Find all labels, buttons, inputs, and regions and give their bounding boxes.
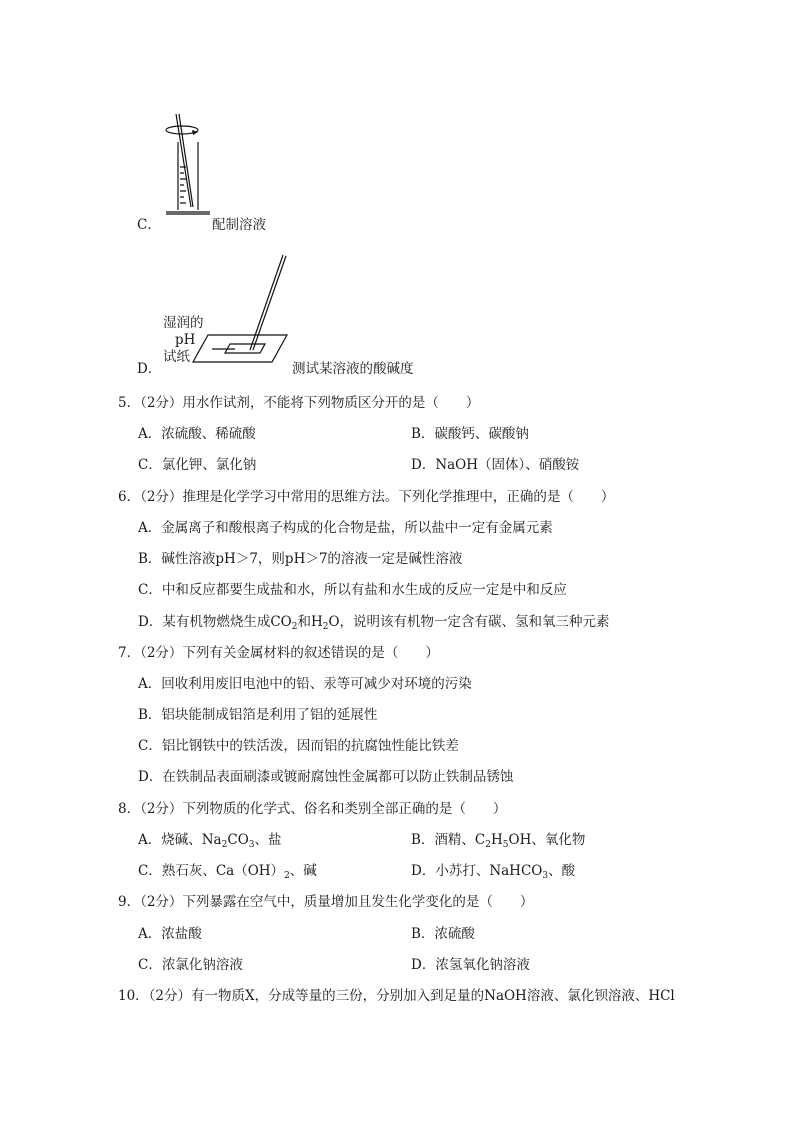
question-9-stem: 9．（2分）下列暴露在空气中，质量增加且发生化学变化的是（ ） xyxy=(118,894,534,910)
cylinder-stirring-figure xyxy=(160,112,220,217)
question-6-stem: 6．（2分）推理是化学学习中常用的思维方法。下列化学推理中，正确的是（ ） xyxy=(118,489,615,505)
figure-d-caption: 测试某溶液的酸碱度 xyxy=(292,361,414,377)
question-8-option-d: D．小苏打、NaHCO$_3$、酸 xyxy=(411,863,576,881)
question-9-option-a: A．浓盐酸 xyxy=(138,926,202,942)
question-6-option-b: B．碱性溶液pH＞7，则pH＞7的溶液一定是碱性溶液 xyxy=(138,551,463,567)
figure-c-letter: C． xyxy=(137,217,161,233)
question-8-option-c: C．熟石灰、$Ca(OH)_2$、碱 xyxy=(138,863,317,881)
ph-label-line3: 试纸 xyxy=(163,349,190,365)
question-5-option-c: C．氯化钾、氯化钠 xyxy=(138,457,257,473)
question-8-option-a: A．烧碱、$Na_2CO_3$、盐 xyxy=(138,832,282,850)
question-5-option-d: D．NaOH（固体）、硝酸铵 xyxy=(411,457,580,473)
question-7-option-d: D．在铁制品表面刷漆或镀耐腐蚀性金属都可以防止铁制品锈蚀 xyxy=(138,769,514,785)
figure-d-letter: D． xyxy=(137,361,162,377)
question-9-option-d: D．浓氢氧化钠溶液 xyxy=(411,957,530,973)
question-5-stem: 5．（2分）用水作试剂，不能将下列物质区分开的是（ ） xyxy=(118,395,480,411)
question-8-option-b: B．酒精、$C_2H_5OH$、氧化物 xyxy=(411,832,586,850)
question-8-stem: 8．（2分）下列物质的化学式、俗名和类别全部正确的是（ ） xyxy=(118,801,507,817)
question-5-option-a: A．浓硫酸、稀硫酸 xyxy=(138,426,256,442)
question-7-stem: 7．（2分）下列有关金属材料的叙述错误的是（ ） xyxy=(118,645,439,661)
question-10-stem: 10．（2分）有一物质X，分成等量的三份，分别加入到足量的NaOH溶液、氯化钡溶液、HCl xyxy=(118,988,675,1004)
question-7-option-c: C．铝比钢铁中的铁活泼，因而铝的抗腐蚀性能比铁差 xyxy=(138,738,459,754)
question-9-option-c: C．浓氯化钠溶液 xyxy=(138,957,243,973)
question-7-option-a: A．回收利用废旧电池中的铅、汞等可减少对环境的污染 xyxy=(138,676,472,692)
question-6-option-c: C．中和反应都要生成盐和水，所以有盐和水生成的反应一定是中和反应 xyxy=(138,582,567,598)
question-7-option-b: B．铝块能制成铝箔是利用了铝的延展性 xyxy=(138,707,378,723)
question-9-option-b: B．浓硫酸 xyxy=(411,926,475,942)
ph-label-line2: pH xyxy=(175,332,196,348)
figure-c-caption: 配制溶液 xyxy=(212,217,266,233)
question-6-option-a: A．金属离子和酸根离子构成的化合物是盐，所以盐中一定有金属元素 xyxy=(138,520,553,536)
ph-label-line1: 湿润的 xyxy=(163,315,204,331)
ph-test-figure xyxy=(190,252,300,372)
question-5-option-b: B．碳酸钙、碳酸钠 xyxy=(411,426,529,442)
question-6-option-d: D．某有机物燃烧生成$CO_2$和$H_2O$，说明该有机物一定含有碳、氢和氧三种元素 xyxy=(138,614,610,632)
